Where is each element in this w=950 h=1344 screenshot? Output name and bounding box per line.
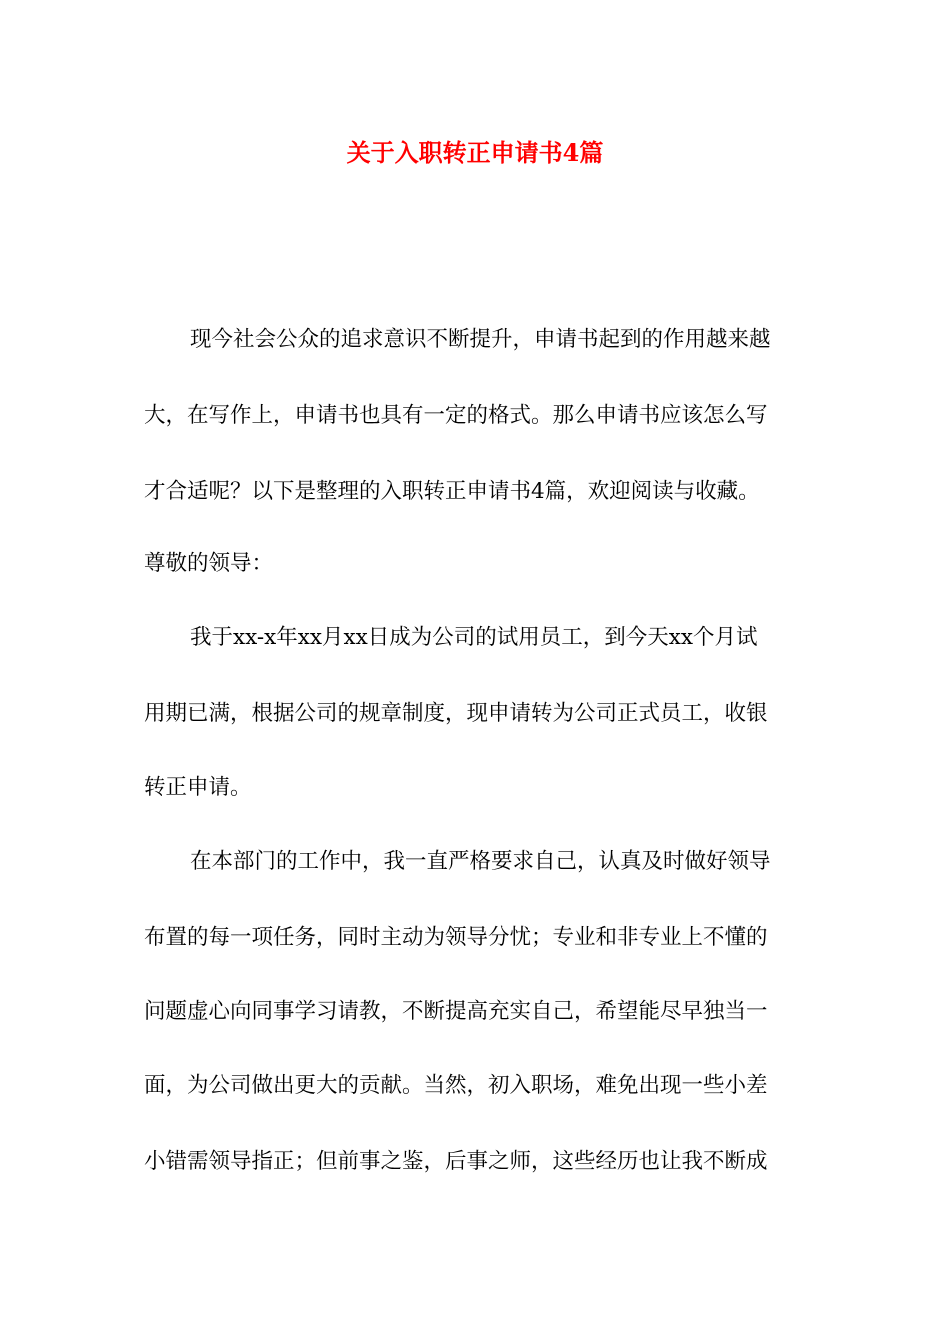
paragraph-line: 大，在写作上，申请书也具有一定的格式。那么申请书应该怎么写 <box>144 403 768 428</box>
document-title: 关于入职转正申请书4篇 <box>346 138 604 167</box>
paragraph-line: 布置的每一项任务，同时主动为领导分忧；专业和非专业上不懂的 <box>144 925 768 950</box>
paragraph-line: 转正申请。 <box>144 775 252 800</box>
paragraph-line: 用期已满，根据公司的规章制度，现申请转为公司正式员工，收银 <box>144 701 768 726</box>
paragraph-line: 现今社会公众的追求意识不断提升，申请书起到的作用越来越 <box>190 327 771 352</box>
paragraph-line: 我于xx-x年xx月xx日成为公司的试用员工，到今天xx个月试 <box>190 625 758 650</box>
paragraph-line: 小错需领导指正；但前事之鉴，后事之师，这些经历也让我不断成 <box>144 1149 768 1174</box>
paragraph-line: 面，为公司做出更大的贡献。当然，初入职场，难免出现一些小差 <box>144 1073 768 1098</box>
paragraph-line: 才合适呢？以下是整理的入职转正申请书4篇，欢迎阅读与收藏。 <box>144 479 760 504</box>
paragraph-line: 问题虚心向同事学习请教，不断提高充实自己，希望能尽早独当一 <box>144 999 768 1024</box>
salutation-line: 尊敬的领导： <box>144 551 274 576</box>
paragraph-line: 在本部门的工作中，我一直严格要求自己，认真及时做好领导 <box>190 849 771 874</box>
